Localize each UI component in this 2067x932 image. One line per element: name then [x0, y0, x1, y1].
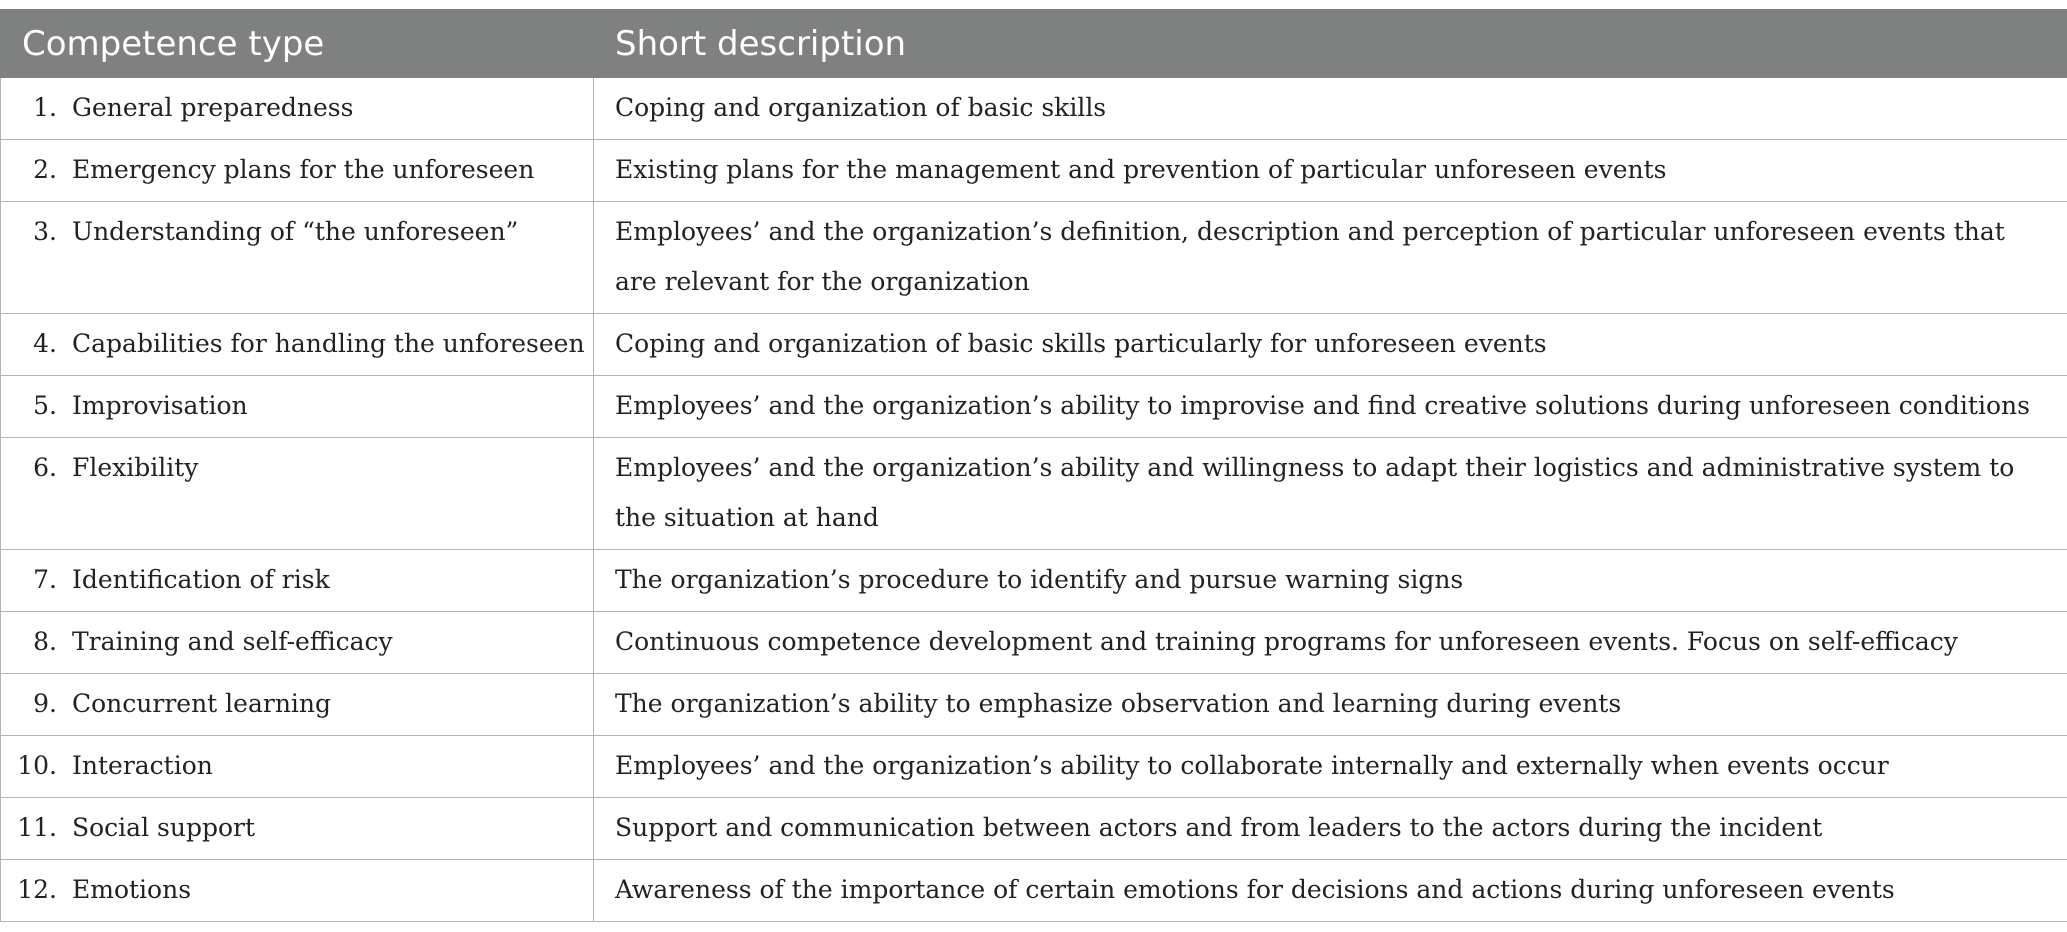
competence-type-cell — [1, 612, 594, 674]
row-number: 1. — [33, 93, 57, 122]
table-row — [1, 376, 2067, 438]
row-number: 12. — [17, 875, 57, 904]
competence-type: Identification of risk — [72, 565, 330, 594]
table-row — [1, 438, 2067, 550]
row-number: 3. — [33, 217, 57, 246]
header-short-description: Short description — [594, 10, 2067, 78]
header-competence-type: Competence type — [1, 10, 594, 78]
row-number: 9. — [33, 689, 57, 718]
description-cell: Employees’ and the organization’s ability to improvise and find creative solutions during unforeseen conditions — [594, 376, 2067, 438]
competence-type-cell — [1, 674, 594, 736]
table-row — [1, 736, 2067, 798]
row-number: 7. — [33, 565, 57, 594]
competence-table-container — [0, 9, 2067, 922]
row-number: 6. — [33, 453, 57, 482]
competence-type: Emotions — [72, 875, 192, 904]
table-row — [1, 140, 2067, 202]
description-cell: Existing plans for the management and prevention of particular unforeseen events — [594, 140, 2067, 202]
competence-type: Concurrent learning — [72, 689, 332, 718]
description-cell: Employees’ and the organization’s definition, description and perception of particular unforeseen events that are relevant for the organization — [594, 202, 2067, 314]
competence-type-cell — [1, 202, 594, 314]
competence-type: General preparedness — [72, 93, 354, 122]
competence-type-cell — [1, 550, 594, 612]
competence-type-cell — [1, 798, 594, 860]
competence-type-cell — [1, 376, 594, 438]
competence-type: Training and self-efficacy — [72, 627, 393, 656]
row-number: 11. — [17, 813, 57, 842]
description-cell: Support and communication between actors and from leaders to the actors during the incident — [594, 798, 2067, 860]
row-number: 2. — [33, 155, 57, 184]
table-row — [1, 612, 2067, 674]
row-number: 8. — [33, 627, 57, 656]
row-number: 4. — [33, 329, 57, 358]
competence-type-cell — [1, 860, 594, 922]
competence-type: Improvisation — [72, 391, 248, 420]
competence-type: Understanding of “the unforeseen” — [72, 217, 519, 246]
competence-type: Emergency plans for the unforeseen — [72, 155, 535, 184]
competence-type-cell — [1, 140, 594, 202]
table-row — [1, 550, 2067, 612]
table-row — [1, 674, 2067, 736]
description-cell: Awareness of the importance of certain emotions for decisions and actions during unforeseen events — [594, 860, 2067, 922]
table-row — [1, 314, 2067, 376]
competence-type: Flexibility — [72, 453, 199, 482]
competence-type-cell — [1, 736, 594, 798]
description-cell: The organization’s ability to emphasize observation and learning during events — [594, 674, 2067, 736]
table-row — [1, 798, 2067, 860]
row-number: 10. — [17, 751, 57, 780]
description-cell: The organization’s procedure to identify and pursue warning signs — [594, 550, 2067, 612]
description-cell: Continuous competence development and training programs for unforeseen events. Focus on self-efficacy — [594, 612, 2067, 674]
table-row — [1, 202, 2067, 314]
description-cell: Coping and organization of basic skills — [594, 78, 2067, 140]
table-header-row — [1, 10, 2067, 78]
row-number: 5. — [33, 391, 57, 420]
description-cell: Employees’ and the organization’s ability to collaborate internally and externally when events occur — [594, 736, 2067, 798]
table-row — [1, 78, 2067, 140]
description-cell: Coping and organization of basic skills particularly for unforeseen events — [594, 314, 2067, 376]
competence-type-cell — [1, 78, 594, 140]
competence-table — [0, 9, 2067, 922]
description-cell: Employees’ and the organization’s ability and willingness to adapt their logistics and administrative system to the situation at hand — [594, 438, 2067, 550]
competence-type-cell — [1, 314, 594, 376]
competence-type: Social support — [72, 813, 256, 842]
competence-type: Interaction — [72, 751, 213, 780]
table-row — [1, 860, 2067, 922]
competence-type: Capabilities for handling the unforeseen — [72, 329, 585, 358]
competence-type-cell — [1, 438, 594, 550]
